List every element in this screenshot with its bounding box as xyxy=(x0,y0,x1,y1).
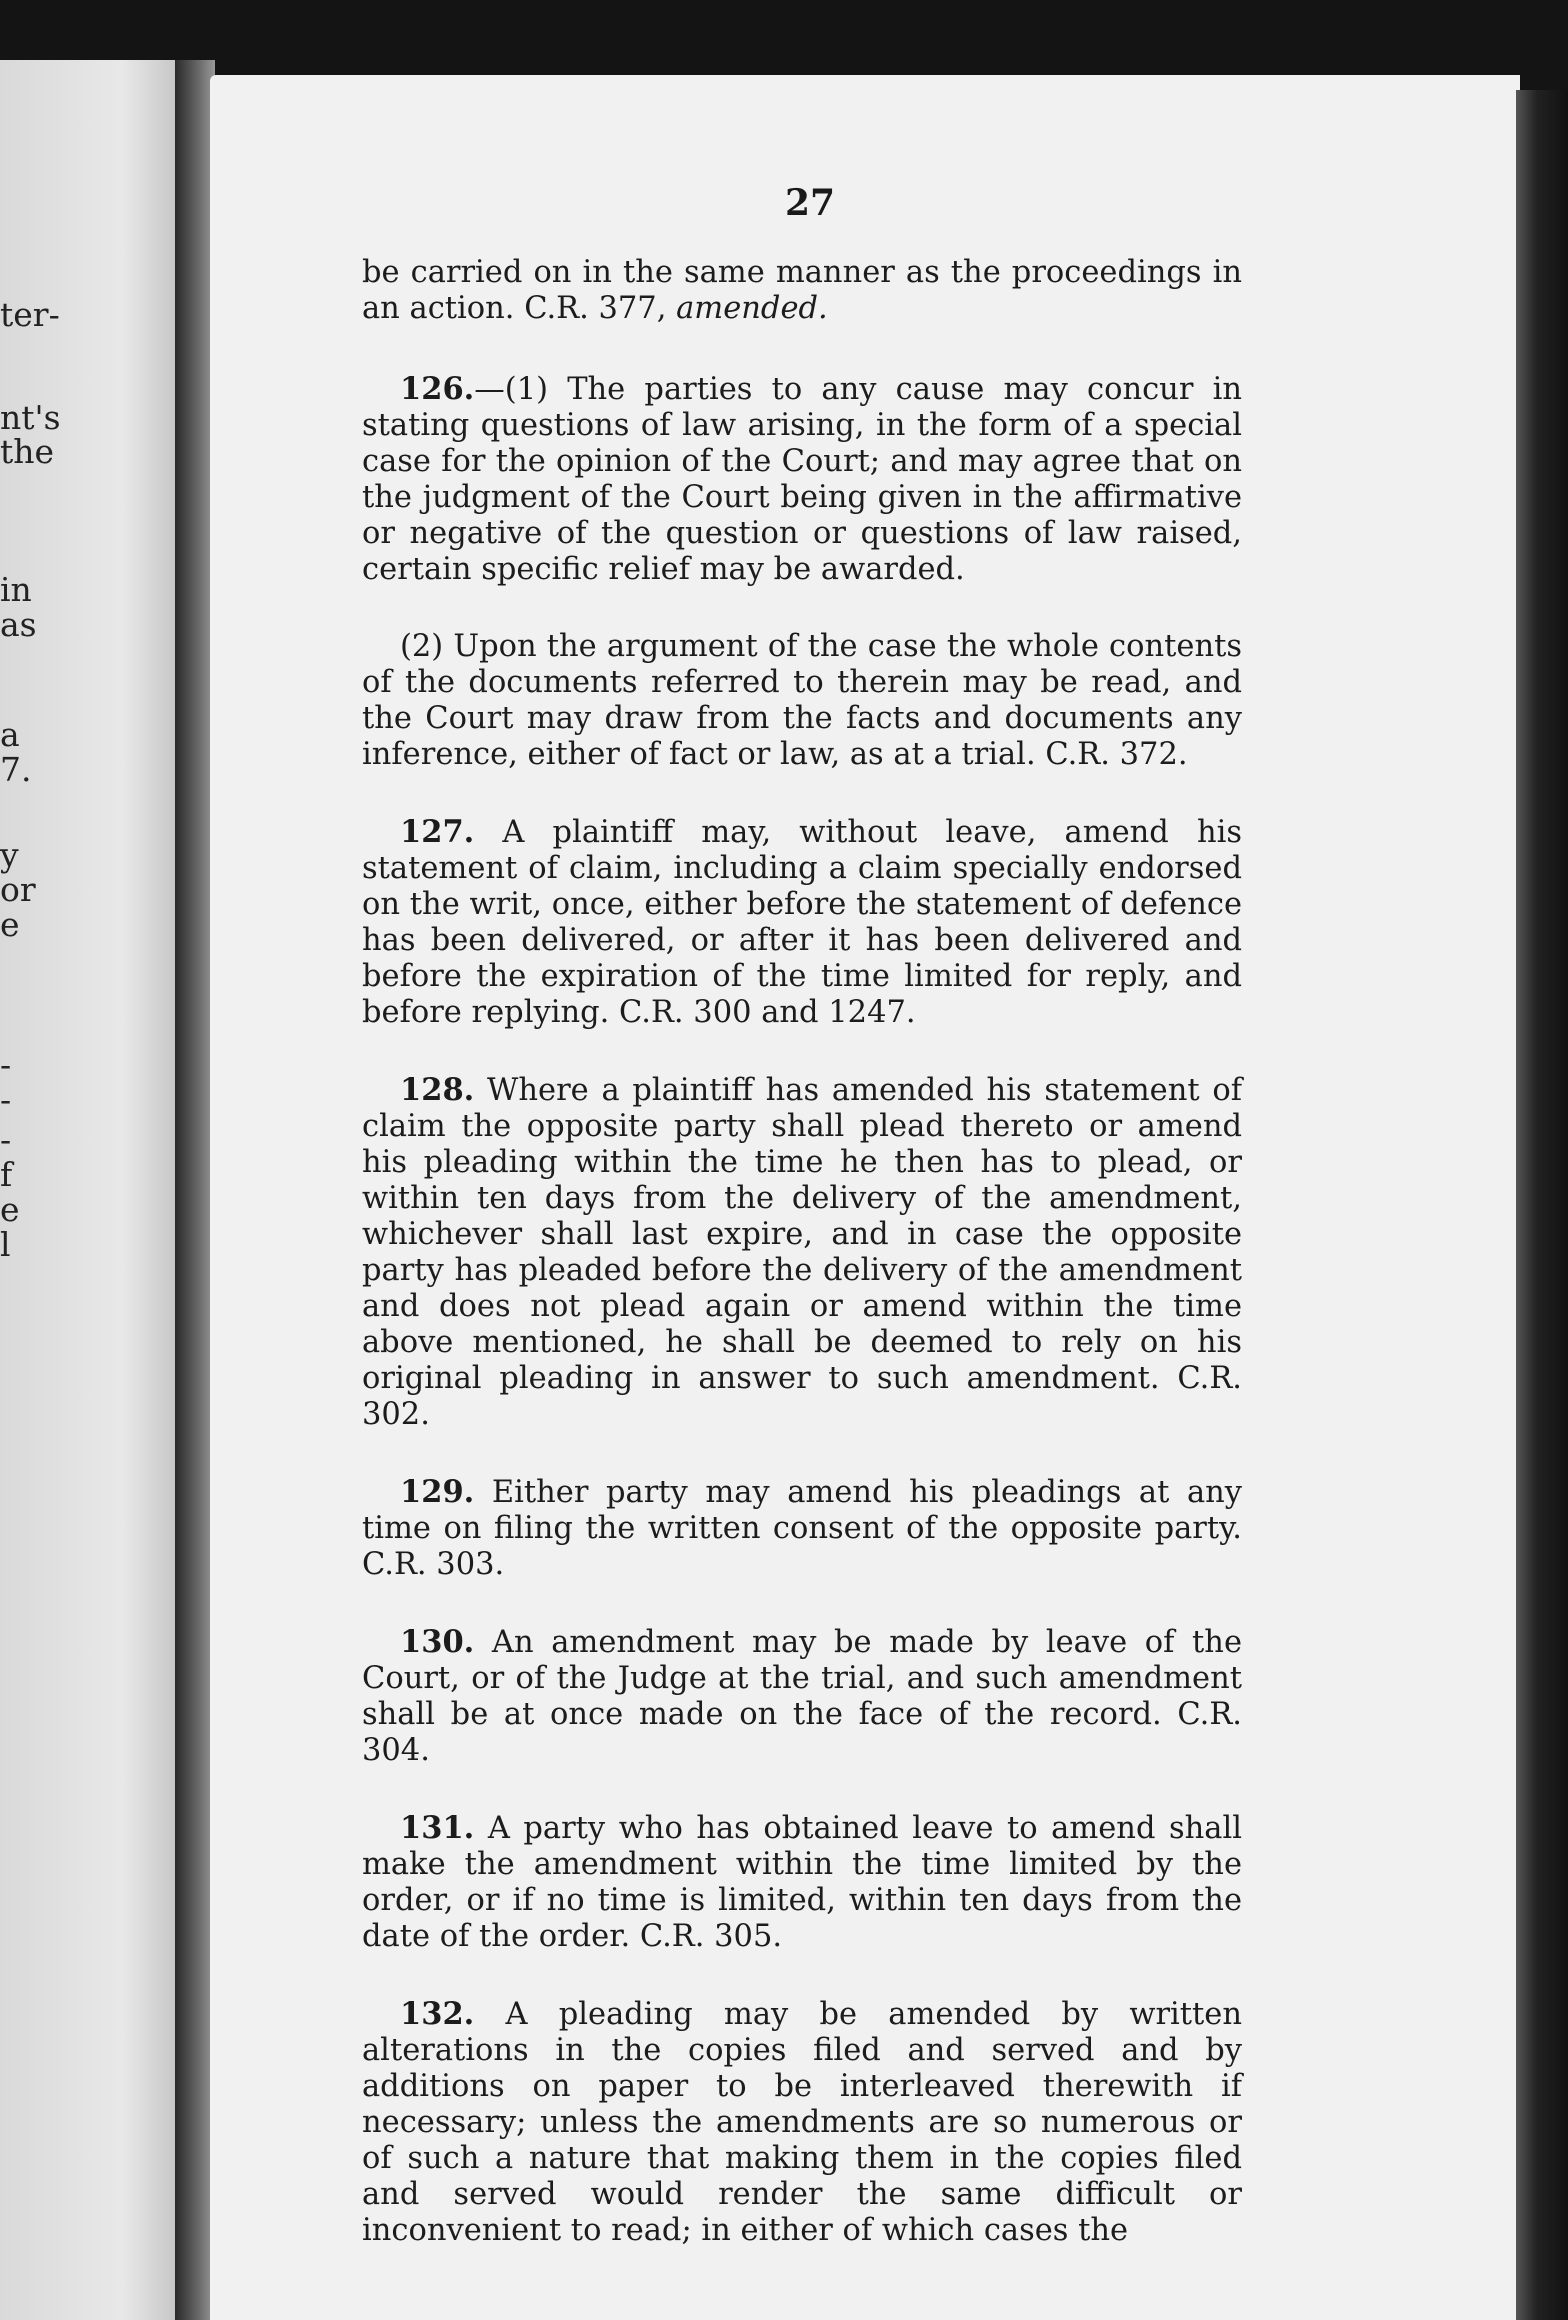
citation-emphasis: amended. xyxy=(676,291,828,326)
left-page-fragment: nt's xyxy=(0,398,61,437)
section-text: A pleading may be amended by written alterations in the copies filed and served and by additions on paper to be interleaved therewith if necessary; unless the amendments are so numerous or of such a nature that making them in the copies filed and served would render the same difficult or inconvenient to read; in either of which cases the xyxy=(362,1997,1242,2248)
left-page xyxy=(0,60,175,2320)
left-page-fragment: l xyxy=(0,1225,11,1264)
section-126 xyxy=(362,371,1242,588)
section-number: 127. xyxy=(400,814,475,850)
page-edge xyxy=(1516,90,1568,2320)
section-text: Either party may amend his pleadings at any time on filing the written consent of the opposite party. C.R. 303. xyxy=(362,1475,1242,1582)
section-129 xyxy=(362,1474,1242,1583)
body-text xyxy=(362,255,1242,2290)
section-130 xyxy=(362,1624,1242,1769)
left-page-fragment: - xyxy=(0,1045,12,1084)
section-text: Where a plaintiff has amended his statement of claim the opposite party shall plead thereto or amend his pleading within the time he then has to plead, or within ten days from the delivery of the amendment, whichever shall last expire, and in case the opposite party has pleaded before the delivery of the amendment and does not plead again or amend within the time above mentioned, he shall be deemed to rely on his original pleading in answer to such amendment. C.R. 302. xyxy=(362,1073,1242,1432)
section-number: 128. xyxy=(400,1072,475,1108)
left-page-fragment: e xyxy=(0,905,20,944)
book-spine xyxy=(175,60,215,2320)
left-page-fragment: a xyxy=(0,715,20,754)
section-text: An amendment may be made by leave of the Court, or of the Judge at the trial, and such amendment shall be at once made on the face of the record. C.R. 304. xyxy=(362,1625,1242,1768)
left-page-fragment: - xyxy=(0,1080,12,1119)
section-number: 129. xyxy=(400,1474,475,1510)
section-131 xyxy=(362,1810,1242,1955)
left-page-fragment: or xyxy=(0,870,36,909)
paragraph-continuation xyxy=(362,255,1242,327)
paragraph-text: be carried on in the same manner as the proceedings in an action. xyxy=(362,255,1242,326)
left-page-fragment: as xyxy=(0,605,37,644)
left-page-fragment: e xyxy=(0,1190,20,1229)
section-number: 130. xyxy=(400,1624,475,1660)
section-text: (2) Upon the argument of the case the whole contents of the documents referred to therein may be read, and the Court may draw from the facts and documents any inference, either of fact or law, as at a trial. C.R. 372. xyxy=(362,629,1242,772)
left-page-fragment: f xyxy=(0,1155,13,1194)
section-number: 132. xyxy=(400,1996,475,2032)
section-text: —(1) The parties to any cause may concur in stating questions of law arising, in the form of a special case for the opinion of the Court; and may agree that on the judgment of the Court being given in the affirmative or negative of the question or questions of law raised, certain specific relief may be awarded. xyxy=(362,372,1242,587)
section-text: A party who has obtained leave to amend shall make the amendment within the time limited by the order, or if no time is limited, within ten days from the date of the order. C.R. 305. xyxy=(362,1811,1242,1954)
section-132 xyxy=(362,1996,1242,2249)
left-page-fragment: ter- xyxy=(0,295,60,334)
left-page-fragment: 7. xyxy=(0,750,32,789)
section-number: 126. xyxy=(400,371,475,407)
page-number: 27 xyxy=(784,182,836,224)
section-126-2 xyxy=(362,629,1242,773)
section-127 xyxy=(362,814,1242,1031)
left-page-fragment: y xyxy=(0,835,19,874)
section-number: 131. xyxy=(400,1810,475,1846)
section-128 xyxy=(362,1072,1242,1433)
left-page-fragment: - xyxy=(0,1120,12,1159)
citation: C.R. 377, xyxy=(524,291,667,326)
left-page-fragment: in xyxy=(0,570,32,609)
left-page-fragment: the xyxy=(0,432,55,471)
section-text: A plaintiff may, without leave, amend his statement of claim, including a claim specially endorsed on the writ, once, either before the statement of defence has been delivered, or after it has been delivered and before the expiration of the time limited for reply, and before replying. C.R. 300 and 1247. xyxy=(362,815,1242,1030)
